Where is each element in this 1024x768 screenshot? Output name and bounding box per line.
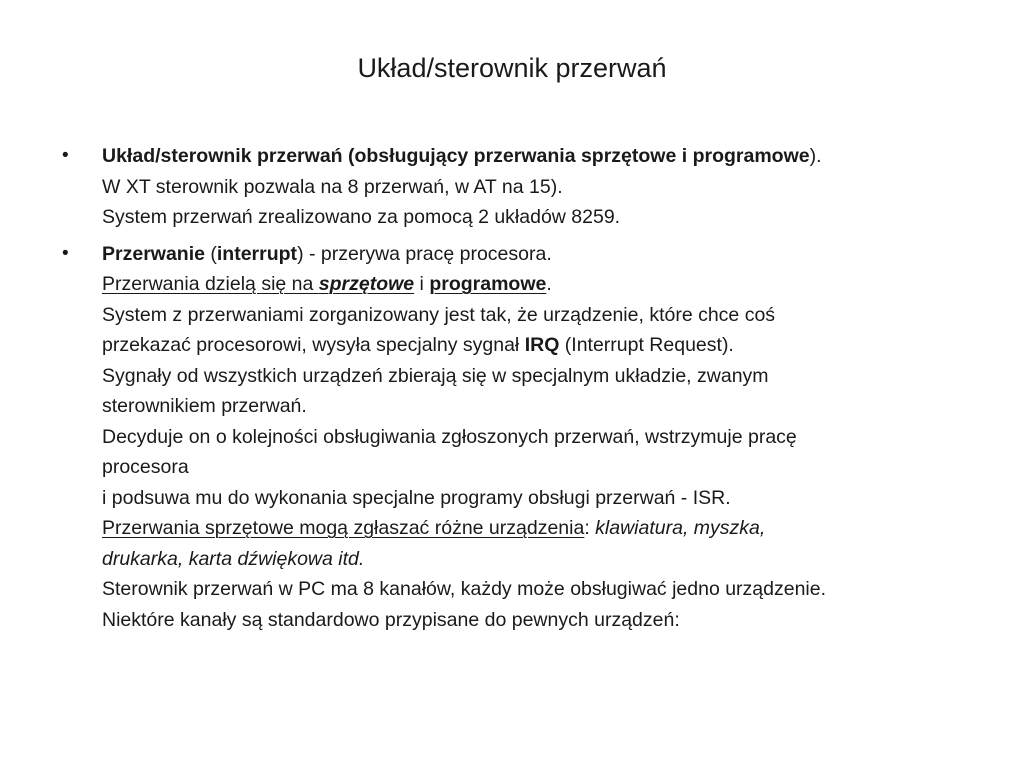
text-fragment: i xyxy=(414,273,430,295)
text-fragment: ) - przerywa pracę procesora. xyxy=(297,242,552,265)
bullet-2-line-10 xyxy=(102,513,972,544)
bullet-item-2 xyxy=(62,239,972,636)
bullet-2-line-2 xyxy=(102,269,972,300)
text-fragment: (Interrupt Request). xyxy=(559,334,734,356)
bullet-2-line-7: Decyduje on o kolejności obsługiwania zgłoszonych przerwań, wstrzymuje pracę xyxy=(102,425,797,448)
term-programowe: programowe xyxy=(429,273,547,295)
bullet-dot-icon: • xyxy=(62,145,69,166)
bullet-2-line-9: i podsuwa mu do wykonania specjalne programy obsługi przerwań - ISR. xyxy=(102,486,731,509)
bullet-1-heading-end: ). xyxy=(809,145,822,167)
underlined-text: Przerwania dzielą się na xyxy=(102,273,319,295)
bullet-2-line-12: Sterownik przerwań w PC ma 8 kanałów, każdy może obsługiwać jedno urządzenie. xyxy=(102,578,827,600)
text-fragment: : xyxy=(584,517,596,539)
bullet-2-line-8: procesora xyxy=(102,456,189,478)
bullet-2-line-4 xyxy=(102,330,972,361)
bullet-1-line-2: W XT sterownik pozwala na 8 przerwań, w AT na 15). xyxy=(102,175,563,198)
bullet-2-line-6: sterownikiem przerwań. xyxy=(102,395,307,417)
bullet-dot-icon: • xyxy=(62,242,69,264)
bullet-item-1 xyxy=(62,141,972,233)
slide-title: Układ/sterownik przerwań xyxy=(357,53,667,83)
bullet-2-line-1 xyxy=(102,239,972,270)
device-examples: klawiatura, myszka, xyxy=(595,517,766,539)
text-fragment: przekazać procesorowi, wysyła specjalny sygnał xyxy=(102,334,525,356)
bullet-2-line-13: Niektóre kanały są standardowo przypisane do pewnych urządzeń: xyxy=(102,608,680,631)
term-irq: IRQ xyxy=(524,334,560,356)
bullet-2-line-5: Sygnały od wszystkich urządzeń zbierają się w specjalnym układzie, zwanym xyxy=(102,364,769,387)
term-przerwanie: Przerwanie xyxy=(102,242,205,265)
bullet-2-line-3: System z przerwaniami zorganizowany jest tak, że urządzenie, które chce coś xyxy=(102,303,776,326)
term-interrupt: interrupt xyxy=(216,242,298,265)
bullet-2-line-11: drukarka, karta dźwiękowa itd. xyxy=(102,547,365,570)
bullet-1-heading: Układ/sterownik przerwań (obsługujący przerwania sprzętowe i programowe xyxy=(102,145,810,167)
text-fragment: ( xyxy=(204,242,217,265)
text-fragment: . xyxy=(546,273,552,295)
underlined-text: Przerwania sprzętowe mogą zgłaszać różne urządzenia xyxy=(102,517,585,539)
term-sprzetowe: sprzętowe xyxy=(318,273,415,295)
bullet-1-line-3: System przerwań zrealizowano za pomocą 2 układów 8259. xyxy=(102,206,621,228)
bullet-1-line-1 xyxy=(102,141,972,172)
bullet-list xyxy=(62,141,972,641)
